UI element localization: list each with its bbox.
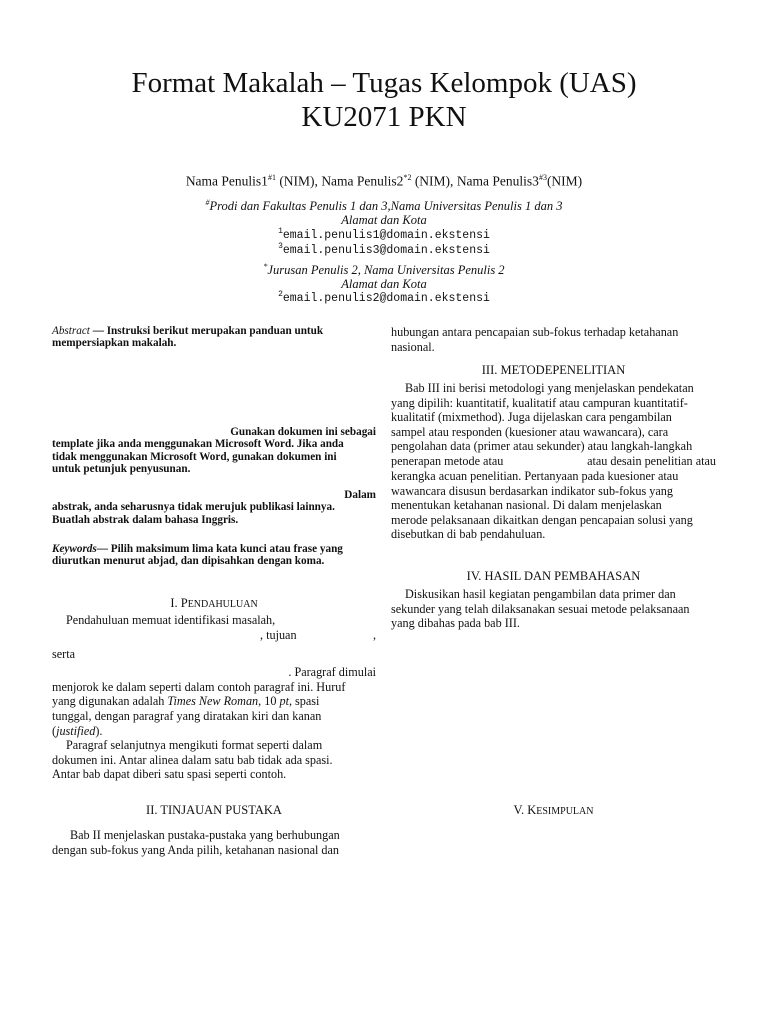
section-4-body: Diskusikan hasil kegiatan pengambilan data primer dan sekunder yang telah dilaksanakan sesuai metode pelaksanaan yang dibahas pada bab III. [391,587,690,631]
paper-title [0,66,768,134]
section-2-continued: hubungan antara pencapaian sub-fokus terhadap ketahanan nasional. [391,325,679,354]
section-heading-tinjauan-pustaka: II. TINJAUAN PUSTAKA [146,803,282,817]
section-heading-kesimpulan: V. KESIMPULAN [513,803,594,817]
abstract-label: Abstract [52,325,90,337]
abstract-paragraph-3: Dalam abstrak, anda seharusnya tidak merujuk publikasi lainnya. Buatlah abstrak dalam bahasa Inggris. [52,489,376,526]
section-heading-pendahuluan: I. PENDAHULUAN [170,596,258,610]
keywords-label: Keywords [52,543,97,555]
section-2-body: Bab II menjelaskan pustaka-pustaka yang berhubungan dengan sub-fokus yang Anda pilih, ketahanan nasional dan [52,828,340,857]
title-line-1: Format Makalah – Tugas Kelompok (UAS) [131,67,637,99]
affiliation-1: #Prodi dan Fakultas Penulis 1 dan 3,Nama Universitas Penulis 1 dan 3 Alamat dan Kota [205,198,563,228]
author-1: Nama Penulis1 [185,173,268,189]
affiliation-2: *Jurusan Penulis 2, Nama Universitas Penulis 2 Alamat dan Kota [263,262,505,292]
section-1-body: Pendahuluan memuat identifikasi masalah, , tujuan , serta . Paragraf dimulai menjorok ke dalam seperti dalam contoh paragraf ini. Huruf yang digunakan adalah Times New Roman, 10 pt, spasi tunggal, dengan paragraf yang diratakan kiri dan kanan (justified). Paragraf selanjutnya mengikuti format seperti dalam dokumen ini. Antar alinea dalam satu bab tidak ada spasi. Antar bab dapat diberi satu spasi seperti contoh. [52,613,376,782]
abstract-paragraph-2: Gunakan dokumen ini sebagai template jika anda menggunakan Microsoft Word. Jika anda tidak menggunakan Microsoft Word, gunakan dokumen ini untuk petunjuk penyusunan. [52,426,376,475]
section-3-body: Bab III ini berisi metodologi yang menjelaskan pendekatan yang dipilih: kuantitatif, kualitatif atau campuran kuantitatif- kualitatif (mixmethod). Juga dijelaskan cara pengambilan sampel atau responden (kuesioner atau wawancara), cara pengolahan data (primer atau sekunder) atau langkah-langkah penerapan metode atau atau desain penelitian atau kerangka acuan penelitian. Pertanyaan pada kuesioner atau wawancara disusun berdasarkan indikator sub-fokus yang menentukan ketahanan nasional. Di dalam menjelaskan merode pelaksanaan dikaitkan dengan pencapaian solusi yang disebutkan di bab pendahuluan. [391,381,716,542]
section-heading-hasil-pembahasan: IV. HASIL DAN PEMBAHASAN [466,569,641,583]
section-heading-metodepenelitian: III. METODEPENELITIAN [481,363,626,377]
author-3: Nama Penulis3 [456,173,539,189]
email-author-3: $^3$email.penulis3@domain.ekstensi [278,242,490,257]
author-2: Nama Penulis2 [321,173,404,189]
keywords: Keywords— Pilih maksimum lima kata kunci atau frase yang diurutkan menurut abjad, dan dipisahkan dengan koma. [52,543,343,568]
author-line: Nama Penulis1$^{\#1}$ (NIM), Nama Penulis2$^{*2}$ (NIM), Nama Penulis3$^{\#3}$(NIM) [185,173,583,189]
email-author-1: $^1$email.penulis1@domain.ekstensi [278,227,490,242]
title-line-2: KU2071 PKN [301,101,467,133]
email-author-2: $^2$email.penulis2@domain.ekstensi [278,290,490,305]
abstract: Abstract — Instruksi berikut merupakan panduan untuk mempersiapkan makalah. [52,325,324,350]
